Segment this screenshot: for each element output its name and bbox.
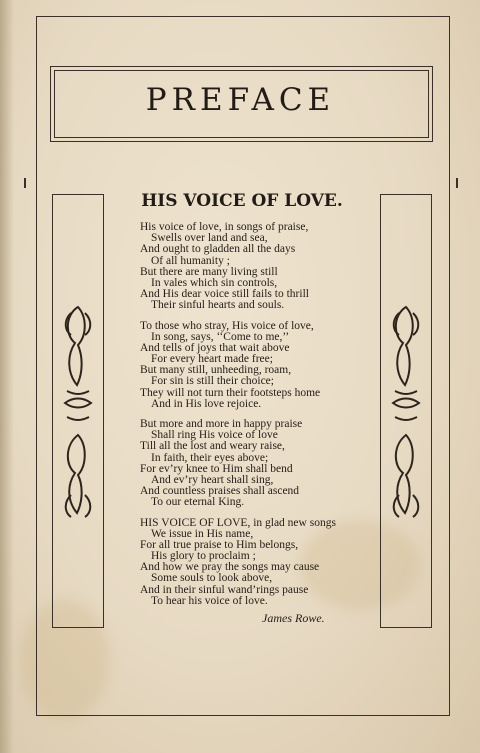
poem-line: For sin is still their choice; [151,375,274,388]
poem-line: To our eternal King. [151,496,245,509]
stanza [140,419,380,509]
poem-author: James Rowe. [262,611,325,625]
scroll-ornament-icon [53,195,103,627]
poem-line: His voice of love, in songs of praise, [140,221,309,233]
poem-line: In vales which sin controls, [151,276,278,289]
poem-line: HIS VOICE OF LOVE, in glad new songs [140,516,336,529]
poem-line: Of all humanity ; [151,254,230,267]
poem-line: For every heart made free; [151,353,273,366]
poem-line: And in their sinful wand’rings pause [140,583,309,596]
poem-line: And countless praises shall ascend [140,485,300,498]
poem-line: To hear his voice of love. [151,594,268,607]
print-mark [24,178,26,188]
poem-line: For ev’ry knee to Him shall bend [140,462,293,475]
spine-shadow [0,0,14,753]
poem-line: And how we pray the songs may cause [140,561,320,574]
poem-line: But many still, unheeding, roam, [140,364,292,377]
poem-line: And in His love rejoice. [151,397,262,410]
scroll-ornament-icon [381,195,431,627]
poem-line: We issue in His name, [151,527,254,540]
poem-line: And ev’ry heart shall sing, [151,473,274,486]
poem-line: Some souls to look above, [151,572,273,585]
poem-line: To those who stray, His voice of love, [140,319,314,332]
poem-line: His glory to proclaim ; [151,550,256,563]
poem-line: But more and more in happy praise [140,418,303,430]
poem-line: Till all the lost and weary raise, [140,440,285,453]
poem-line: In faith, their eyes above; [151,451,269,464]
poem-line: And His dear voice still fails to thrill [140,288,309,301]
poem-line: And ought to gladden all the days [140,243,296,256]
right-ornament-panel [380,194,432,628]
poem-line: But there are many living still [140,265,278,278]
poem-body [140,222,380,616]
stanza [140,321,380,411]
poem-line: Their sinful hearts and souls. [151,299,285,312]
print-mark [456,178,458,188]
poem-line: In song, says, ‘‘Come to me,’’ [151,330,290,343]
stanza [140,518,380,608]
poem-line: They will not turn their footsteps home [140,386,321,399]
poem-line: Swells over land and sea, [151,232,268,245]
poem-line: For all true praise to Him belongs, [140,538,299,551]
poem-line: And tells of joys that wait above [140,341,290,354]
poem-title: HIS VOICE OF LOVE. [141,191,343,211]
left-ornament-panel [52,194,104,628]
stanza [140,222,380,312]
page-title: PREFACE [145,82,336,118]
poem-line: Shall ring His voice of love [151,429,278,442]
